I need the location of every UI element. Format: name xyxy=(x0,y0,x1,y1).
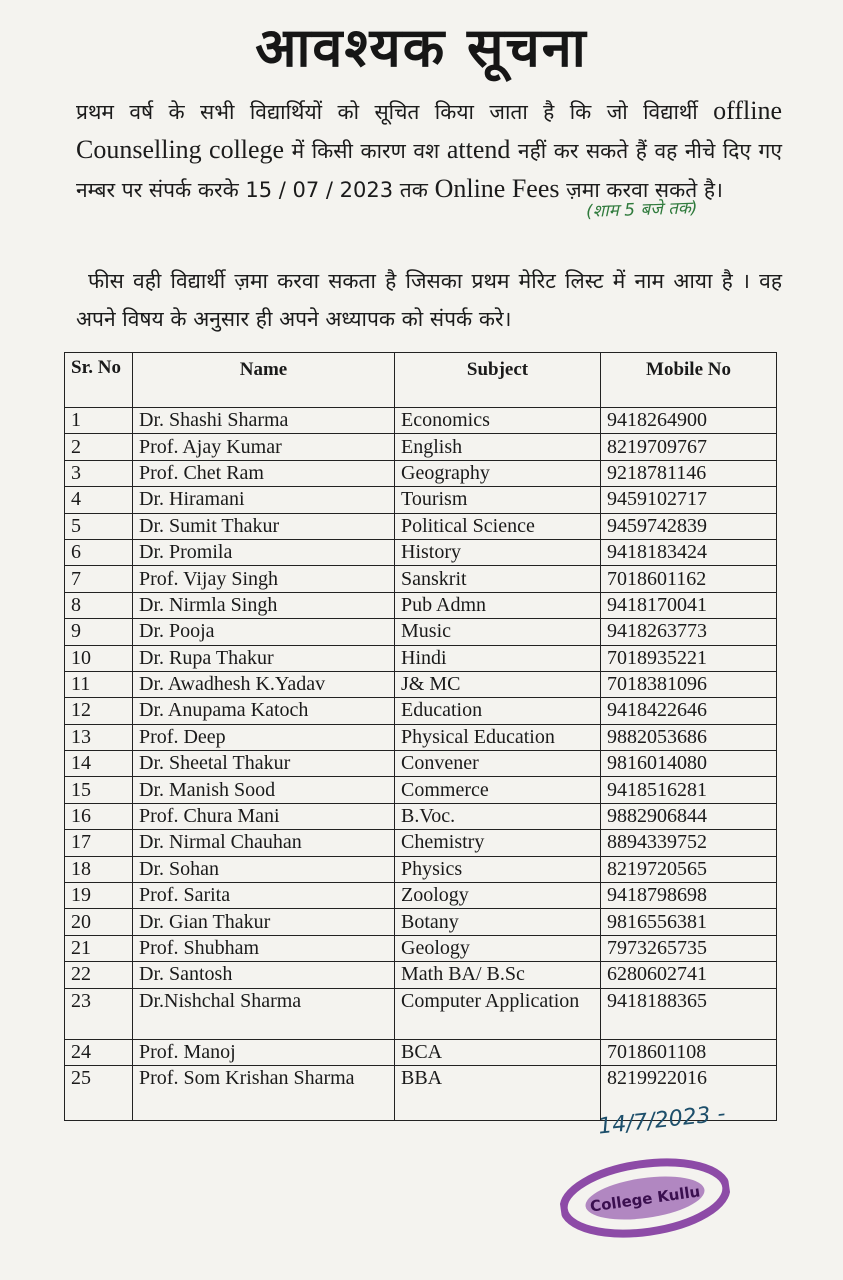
cell-name: Prof. Deep xyxy=(133,724,395,750)
cell-mobile: 9816556381 xyxy=(601,909,777,935)
cell-sr-no: 8 xyxy=(65,592,133,618)
contact-table xyxy=(64,352,777,1121)
cell-sr-no: 20 xyxy=(65,909,133,935)
cell-sr-no: 12 xyxy=(65,698,133,724)
header-mobile: Mobile No xyxy=(601,353,777,408)
notice-en-counselling: offline Counselling college xyxy=(76,96,782,164)
table-row xyxy=(65,962,777,988)
table-row xyxy=(65,619,777,645)
cell-subject: Computer Application xyxy=(395,988,601,1039)
cell-mobile: 9418183424 xyxy=(601,539,777,565)
cell-sr-no: 10 xyxy=(65,645,133,671)
cell-sr-no: 25 xyxy=(65,1065,133,1120)
cell-sr-no: 23 xyxy=(65,988,133,1039)
notice-paragraph-2: फीस वही विद्यार्थी ज़मा करवा सकता है जिसका प्रथम मेरिट लिस्ट में नाम आया है । वह अपने विषय के अनुसार ही अपने अध्यापक को संपर्क करे। xyxy=(76,269,782,331)
cell-name: Dr. Shashi Sharma xyxy=(133,408,395,434)
cell-sr-no: 18 xyxy=(65,856,133,882)
cell-sr-no: 6 xyxy=(65,539,133,565)
cell-subject: Hindi xyxy=(395,645,601,671)
table-row xyxy=(65,935,777,961)
cell-mobile: 8219709767 xyxy=(601,434,777,460)
cell-sr-no: 5 xyxy=(65,513,133,539)
cell-sr-no: 14 xyxy=(65,751,133,777)
cell-name: Dr. Manish Sood xyxy=(133,777,395,803)
cell-sr-no: 24 xyxy=(65,1039,133,1065)
cell-subject: Geology xyxy=(395,935,601,961)
table-row xyxy=(65,830,777,856)
cell-subject: Botany xyxy=(395,909,601,935)
cell-name: Prof. Sarita xyxy=(133,883,395,909)
notice-en-online-fees: Online Fees xyxy=(434,174,560,203)
cell-name: Dr. Anupama Katoch xyxy=(133,698,395,724)
cell-mobile: 9816014080 xyxy=(601,751,777,777)
cell-subject: BBA xyxy=(395,1065,601,1120)
table-row xyxy=(65,803,777,829)
cell-mobile: 8894339752 xyxy=(601,830,777,856)
table-row xyxy=(65,988,777,1039)
cell-name: Dr. Sheetal Thakur xyxy=(133,751,395,777)
cell-subject: Sanskrit xyxy=(395,566,601,592)
notice-text: में किसी कारण वश xyxy=(284,139,447,163)
cell-sr-no: 22 xyxy=(65,962,133,988)
cell-sr-no: 3 xyxy=(65,460,133,486)
cell-subject: Physical Education xyxy=(395,724,601,750)
table-row xyxy=(65,539,777,565)
table-row xyxy=(65,408,777,434)
cell-subject: Chemistry xyxy=(395,830,601,856)
cell-mobile: 9418798698 xyxy=(601,883,777,909)
stamp-text: College Kullu xyxy=(588,1182,702,1216)
cell-mobile: 9459102717 xyxy=(601,487,777,513)
cell-name: Dr.Nishchal Sharma xyxy=(133,988,395,1039)
table-row xyxy=(65,592,777,618)
cell-subject: Music xyxy=(395,619,601,645)
cell-sr-no: 15 xyxy=(65,777,133,803)
table-row xyxy=(65,777,777,803)
cell-mobile: 8219922016 xyxy=(601,1065,777,1120)
table-row xyxy=(65,856,777,882)
cell-subject: History xyxy=(395,539,601,565)
cell-name: Prof. Vijay Singh xyxy=(133,566,395,592)
cell-subject: Tourism xyxy=(395,487,601,513)
cell-subject: BCA xyxy=(395,1039,601,1065)
cell-name: Dr. Nirmla Singh xyxy=(133,592,395,618)
cell-sr-no: 9 xyxy=(65,619,133,645)
cell-mobile: 9418170041 xyxy=(601,592,777,618)
notice-en-attend: attend xyxy=(446,135,511,164)
table-row xyxy=(65,698,777,724)
handwritten-time-note: (शाम 5 बजे तक) xyxy=(585,198,698,222)
cell-subject: Economics xyxy=(395,408,601,434)
cell-name: Dr. Hiramani xyxy=(133,487,395,513)
cell-name: Dr. Sohan xyxy=(133,856,395,882)
cell-subject: B.Voc. xyxy=(395,803,601,829)
cell-name: Dr. Promila xyxy=(133,539,395,565)
cell-name: Dr. Sumit Thakur xyxy=(133,513,395,539)
header-sr-no: Sr. No xyxy=(65,353,133,408)
cell-subject: Political Science xyxy=(395,513,601,539)
table-row xyxy=(65,671,777,697)
cell-subject: Zoology xyxy=(395,883,601,909)
cell-mobile: 7018601108 xyxy=(601,1039,777,1065)
cell-sr-no: 17 xyxy=(65,830,133,856)
cell-mobile: 7018935221 xyxy=(601,645,777,671)
cell-subject: English xyxy=(395,434,601,460)
cell-sr-no: 11 xyxy=(65,671,133,697)
notice-text-end: ज़मा करवा सकते है। xyxy=(559,178,724,202)
cell-mobile: 9418188365 xyxy=(601,988,777,1039)
cell-mobile: 6280602741 xyxy=(601,962,777,988)
table-row xyxy=(65,724,777,750)
college-stamp xyxy=(555,1147,734,1250)
cell-name: Prof. Chura Mani xyxy=(133,803,395,829)
cell-name: Dr. Santosh xyxy=(133,962,395,988)
cell-mobile: 9418516281 xyxy=(601,777,777,803)
table-row xyxy=(65,645,777,671)
cell-sr-no: 16 xyxy=(65,803,133,829)
cell-sr-no: 2 xyxy=(65,434,133,460)
cell-name: Dr. Awadhesh K.Yadav xyxy=(133,671,395,697)
cell-name: Dr. Pooja xyxy=(133,619,395,645)
cell-mobile: 9418263773 xyxy=(601,619,777,645)
cell-name: Dr. Gian Thakur xyxy=(133,909,395,935)
cell-sr-no: 21 xyxy=(65,935,133,961)
cell-sr-no: 1 xyxy=(65,408,133,434)
table-row xyxy=(65,487,777,513)
cell-subject: Physics xyxy=(395,856,601,882)
cell-mobile: 8219720565 xyxy=(601,856,777,882)
signature-date: 14/7/2023 - xyxy=(597,1101,727,1140)
table-row xyxy=(65,513,777,539)
cell-mobile: 9882906844 xyxy=(601,803,777,829)
header-name: Name xyxy=(133,353,395,408)
table-row xyxy=(65,434,777,460)
cell-mobile: 7018601162 xyxy=(601,566,777,592)
cell-mobile: 9218781146 xyxy=(601,460,777,486)
cell-mobile: 9418422646 xyxy=(601,698,777,724)
cell-sr-no: 19 xyxy=(65,883,133,909)
cell-subject: Geography xyxy=(395,460,601,486)
cell-mobile: 7973265735 xyxy=(601,935,777,961)
table-row xyxy=(65,751,777,777)
cell-mobile: 7018381096 xyxy=(601,671,777,697)
table-row xyxy=(65,1039,777,1065)
cell-mobile: 9459742839 xyxy=(601,513,777,539)
notice-text-deadline: नहीं कर सकते हैं वह नीचे दिए गए नम्बर पर संपर्क करके 15 / 07 / 2023 तक xyxy=(76,139,782,202)
cell-mobile: 9882053686 xyxy=(601,724,777,750)
cell-sr-no: 4 xyxy=(65,487,133,513)
cell-sr-no: 7 xyxy=(65,566,133,592)
cell-name: Dr. Rupa Thakur xyxy=(133,645,395,671)
cell-subject: Convener xyxy=(395,751,601,777)
notice-title: आवश्यक सूचना xyxy=(255,16,588,79)
cell-name: Prof. Manoj xyxy=(133,1039,395,1065)
table-row xyxy=(65,909,777,935)
cell-subject: Education xyxy=(395,698,601,724)
cell-name: Prof. Ajay Kumar xyxy=(133,434,395,460)
cell-subject: Pub Admn xyxy=(395,592,601,618)
cell-name: Prof. Chet Ram xyxy=(133,460,395,486)
table-row xyxy=(65,460,777,486)
table-row xyxy=(65,566,777,592)
notice-paragraph-1 xyxy=(76,92,782,209)
cell-subject: J& MC xyxy=(395,671,601,697)
cell-name: Prof. Som Krishan Sharma xyxy=(133,1065,395,1120)
table-header-row xyxy=(65,353,777,408)
header-subject: Subject xyxy=(395,353,601,408)
cell-sr-no: 13 xyxy=(65,724,133,750)
cell-subject: Commerce xyxy=(395,777,601,803)
cell-name: Dr. Nirmal Chauhan xyxy=(133,830,395,856)
cell-mobile: 9418264900 xyxy=(601,408,777,434)
table-row xyxy=(65,883,777,909)
cell-subject: Math BA/ B.Sc xyxy=(395,962,601,988)
cell-name: Prof. Shubham xyxy=(133,935,395,961)
notice-line-1: प्रथम वर्ष के सभी विद्यार्थियों को सूचित किया जाता है कि जो विद्यार्थी xyxy=(76,100,698,124)
